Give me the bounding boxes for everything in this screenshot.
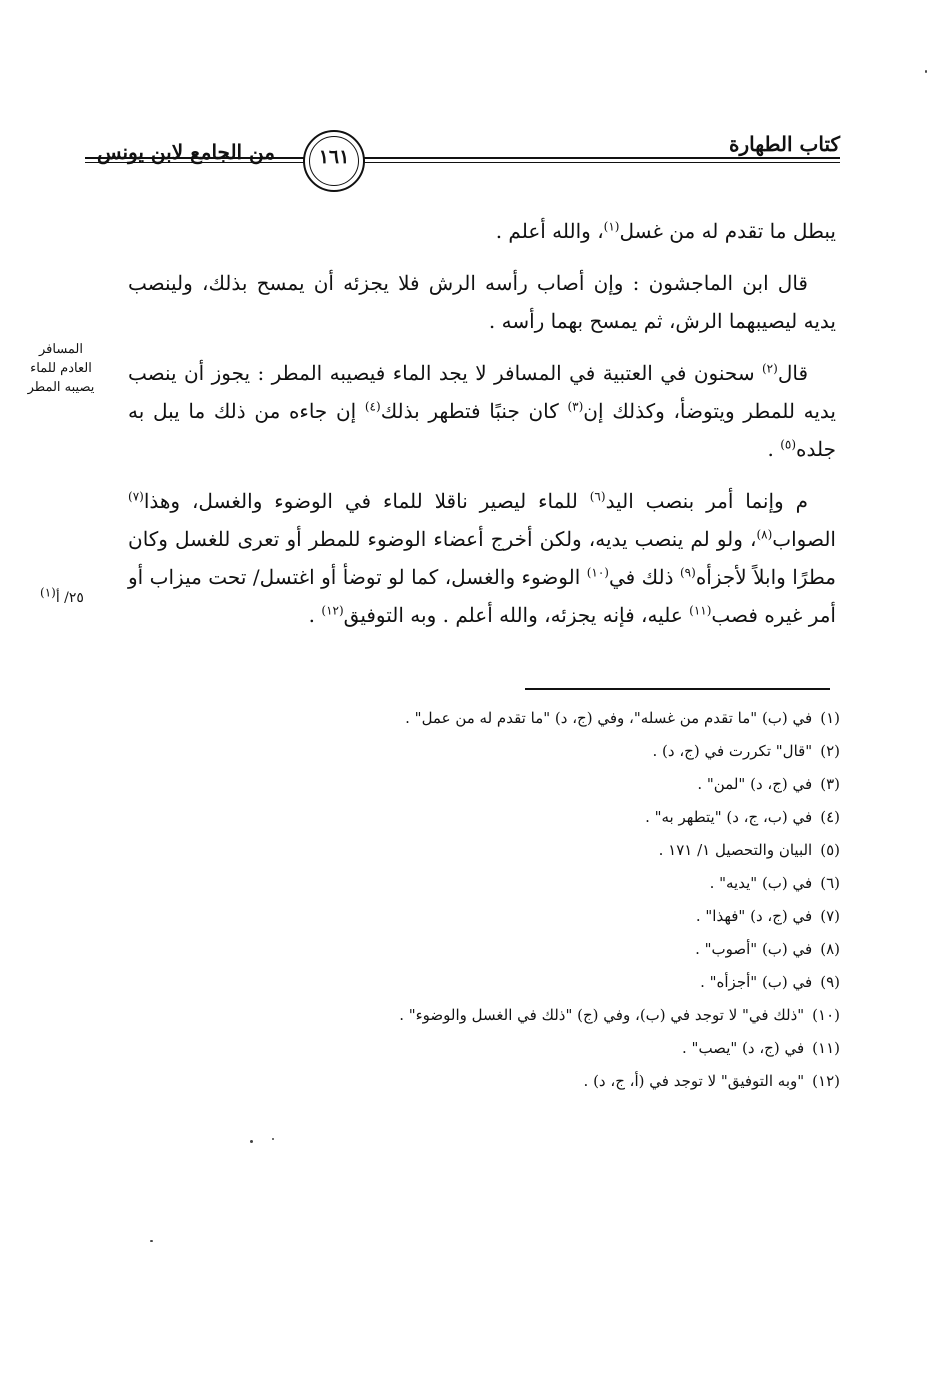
folio-number: ٢٥/ أ: [55, 590, 84, 606]
paragraph-1: [128, 212, 836, 250]
footnote-ref-10: (١٠): [586, 565, 609, 580]
paragraph-4: [128, 482, 836, 634]
footnote-ref-3: (٣): [567, 399, 584, 414]
main-text: [128, 212, 836, 648]
text-run: وإنما أمر بنصب اليد: [605, 489, 796, 513]
footnote: [250, 1065, 840, 1098]
footnote-ref-4: (٤): [364, 399, 381, 414]
text-run: ذلك في: [608, 565, 680, 589]
footnotes-list: [250, 702, 840, 1098]
footnote-ref-11: (١١): [689, 603, 712, 618]
text-run: .: [308, 603, 322, 627]
footnote-number: (١٢): [812, 1072, 840, 1090]
page-number-medallion: [303, 130, 365, 192]
text-run: الوضوء والغسل، كما لو توضأ أو اغتسل/ تحت ميزاب أو أمر غيره فصب: [128, 565, 836, 627]
text-run: سحنون في العتبية في المسافر لا يجد الماء فيصيبه المطر : يجوز أن ينصب يديه للمطر ويتوضأ، وكذلك إن: [128, 361, 836, 423]
footnote: [250, 933, 840, 966]
footnote-number: (٩): [820, 973, 840, 991]
footnote: [250, 966, 840, 999]
footnote-number: (٧): [820, 907, 840, 925]
footnote-text: في (ب) "ما تقدم من غسله"، وفي (ج، د) "ما تقدم له من عمل" .: [405, 709, 813, 727]
page-number: ١٦١: [318, 146, 350, 168]
footnote-number: (٦): [820, 874, 840, 892]
paragraph-2: [128, 264, 836, 340]
footnote-ref-8: (٨): [756, 527, 773, 542]
footnote-text: "قال" تكررت في (ج، د) .: [652, 742, 813, 760]
footnote: [250, 801, 840, 834]
footnote-ref-7: (٧): [128, 489, 144, 504]
text-run: إن جاءه من ذلك ما يبل به جلده: [128, 399, 836, 461]
footnote-ref-12: (١٢): [321, 603, 344, 618]
work-title: من الجامع لابن يونس: [97, 140, 275, 164]
text-run: ، والله أعلم .: [495, 219, 604, 243]
footnote-number: (٢): [820, 742, 840, 760]
text-run: قال ابن الماجشون : وإن أصاب رأسه الرش فلا يجزئه أن يمسح بذلك، ولينصب يديه ليصيبهما الرش، ثم يمسح بهما رأسه .: [128, 271, 836, 333]
text-run: .: [767, 437, 781, 461]
footnote: [250, 834, 840, 867]
footnote-text: في (ب) "أجزأه" .: [700, 973, 813, 991]
running-header: [85, 120, 840, 200]
book-title: كتاب الطهارة: [729, 132, 840, 156]
footnote: [250, 702, 840, 735]
footnote-number: (١٠): [812, 1006, 840, 1024]
paragraph-3: [128, 354, 836, 468]
footnote-ref-9: (٩): [679, 565, 696, 580]
footnote-text: في (ب) "أصوب" .: [695, 940, 813, 958]
text-run: للماء ليصير ناقلا للماء في الوضوء والغسل، وهذا: [143, 489, 590, 513]
footnote-ref-6: (٦): [589, 489, 606, 504]
footnote: [250, 867, 840, 900]
text-run: الصواب: [772, 527, 836, 551]
text-run: عليه، فإنه يجزئه، والله أعلم . وبه التوفيق: [343, 603, 690, 627]
footnote: [250, 768, 840, 801]
scan-speck: [272, 1138, 274, 1140]
text-run: قال: [777, 361, 808, 385]
folio-footnote-ref: (١): [40, 585, 56, 600]
scan-speck: [925, 70, 927, 73]
footnote-separator: [525, 688, 830, 690]
footnote-text: في (ج، د) "لمن" .: [697, 775, 813, 793]
text-run: ، ولو لم ينصب يديه، ولكن أخرج أعضاء الوضوء للمطر أو تعرى للغسل وكان مطرًا وابلاً لأجزأه: [128, 527, 836, 589]
scan-speck: [150, 1240, 153, 1242]
footnote-ref-1: (١): [603, 219, 620, 234]
footnote-text: في (ج، د) "فهذا" .: [695, 907, 813, 925]
margin-note: المسافر العادم للماء يصيبه المطر: [27, 342, 95, 395]
footnote: [250, 900, 840, 933]
footnote-text: "ذلك في" لا توجد في (ب)، وفي (ج) "ذلك في الغسل والوضوء" .: [399, 1006, 805, 1024]
folio-reference: [40, 585, 120, 606]
footnote-number: (٣): [820, 775, 840, 793]
footnote-number: (٤): [820, 808, 840, 826]
footnote-number: (٥): [820, 841, 840, 859]
footnote-number: (١): [820, 709, 840, 727]
footnote: [250, 735, 840, 768]
scan-speck: [250, 1140, 253, 1143]
footnote-number: (١١): [812, 1039, 840, 1057]
footnote-text: البيان والتحصيل ١/ ١٧١ .: [658, 841, 813, 859]
footnote-text: في (ب، ج، د) "يتطهر به" .: [645, 808, 813, 826]
footnote-text: "وبه التوفيق" لا توجد في (أ، ج، د) .: [583, 1072, 805, 1090]
text-run: كان جنبًا فتطهر بذلك: [380, 399, 568, 423]
footnote-ref-2: (٢): [761, 361, 778, 376]
footnote: [250, 1032, 840, 1065]
manuscript-mark: م: [795, 489, 808, 513]
footnote: [250, 999, 840, 1032]
footnote-ref-5: (٥): [780, 437, 797, 452]
footnote-text: في (ب) "يديه" .: [709, 874, 813, 892]
footnote-text: في (ج، د) "يصب" .: [682, 1039, 805, 1057]
text-run: يبطل ما تقدم له من غسل: [619, 219, 836, 243]
footnote-number: (٨): [820, 940, 840, 958]
